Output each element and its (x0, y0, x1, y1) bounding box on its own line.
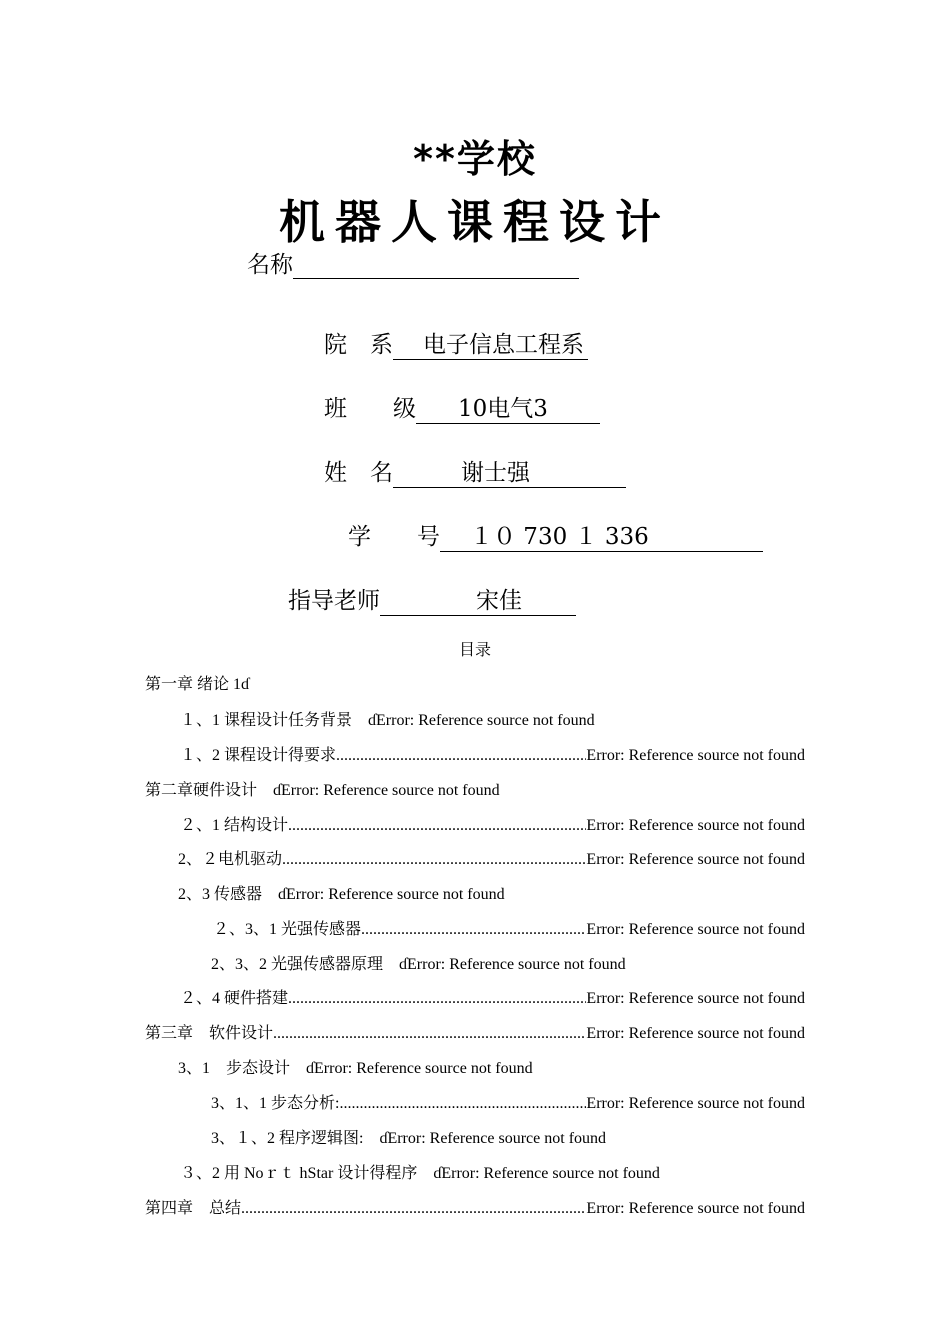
toc-entry[interactable]: １、1 课程设计任务背景 ɗError: Reference source not found (180, 712, 595, 729)
student-name-value: 谢士强 (393, 454, 626, 488)
class-value: 10电气3 (416, 390, 600, 424)
toc-entry[interactable]: １、2 课程设计得要求 ..... Error: Reference source not found (180, 742, 805, 765)
class-label: 班 级 (324, 396, 416, 422)
advisor-value: 宋佳 (380, 582, 576, 616)
toc-entry[interactable]: ２、3、1 光强传感器 ..... Error: Reference source not found (213, 916, 805, 939)
toc-entry[interactable]: 第三章 软件设计 ..... Error: Reference source not found (145, 1020, 805, 1043)
toc-entry[interactable]: 第四章 总结 ..... Error: Reference source not found (145, 1195, 805, 1218)
department-label: 院 系 (324, 332, 393, 358)
advisor-label: 指导老师 (288, 588, 380, 614)
student-id-value: １０ 730 １ 336 (440, 518, 763, 552)
toc-entry[interactable]: ２、4 硬件搭建 ..... Error: Reference source not found (180, 985, 805, 1008)
toc-entry[interactable]: 3、1 步态设计 ɗError: Reference source not found (178, 1060, 533, 1077)
toc-entry[interactable]: 2、3 传感器 ɗError: Reference source not found (178, 886, 505, 903)
student-name-label: 姓 名 (324, 460, 393, 486)
student-name-field (324, 454, 626, 488)
department-field (324, 326, 588, 360)
student-id-label: 学 号 (348, 524, 440, 550)
toc-entry[interactable]: 3、１、2 程序逻辑图: ɗError: Reference source not found (211, 1130, 607, 1147)
name-label: 名称 (247, 252, 293, 278)
name-blank (293, 254, 579, 279)
toc-entry[interactable]: 2、２电机驱动 ..... Error: Reference source not found (178, 846, 805, 869)
toc-entry[interactable]: ２、1 结构设计 ..... Error: Reference source not found (180, 812, 805, 835)
school-title: **学校 (413, 137, 537, 181)
toc-entry[interactable]: 2、3、2 光强传感器原理 ɗError: Reference source not found (211, 956, 626, 973)
department-value: 电子信息工程系 (393, 326, 588, 360)
toc-entry[interactable]: 3、1、1 步态分析: ..... Error: Reference source not found (211, 1090, 805, 1113)
toc-title: 目录 (458, 640, 491, 659)
toc-entry[interactable]: 第一章 绪论 1ɗ (145, 676, 250, 693)
advisor-field (288, 582, 576, 616)
toc-entry[interactable]: 第二章硬件设计 ɗError: Reference source not found (145, 782, 500, 799)
student-id-field (348, 518, 763, 552)
course-title: 机器人课程设计 (279, 195, 671, 249)
toc-entry[interactable]: ３、2 用 Noｒｔ hStar 设计得程序 ɗError: Reference source not found (180, 1165, 660, 1182)
name-field (247, 246, 579, 279)
class-field (324, 390, 600, 424)
